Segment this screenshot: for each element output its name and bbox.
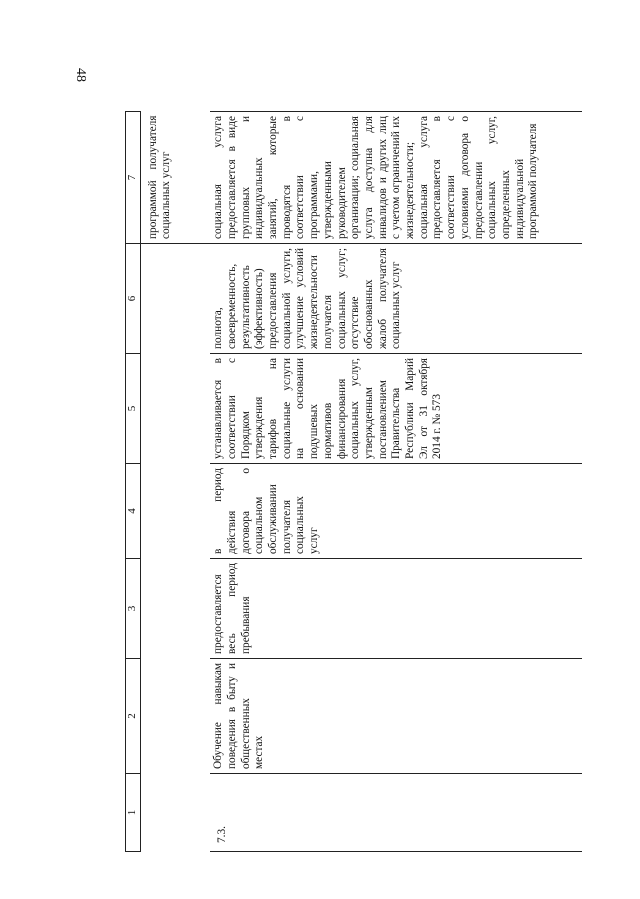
- service-quality-cell: полнота, своевременность, результативность (эффективность) предоставления социальной услуги, улучшение условий жизнедеятельности получателя социальных услуг; отсутствие обоснованных жалоб получателя социальных услуг: [210, 244, 582, 354]
- header-cell-4: 4: [126, 464, 141, 559]
- services-table: [125, 111, 582, 852]
- continuation-row: [140, 112, 210, 852]
- service-tariff-cell: устанавливается в соответствии с Порядком утверждения тарифов на социальные услуги на основании подушевых нормативов финансирования социальных услуг, утвержденным постановлением Правительства Республики Марий Эл от 31 октября 2014 г. № 573: [210, 354, 582, 464]
- table-row: [210, 112, 582, 852]
- rotated-page: [125, 112, 587, 852]
- header-cell-5: 5: [126, 354, 141, 464]
- service-name-cell: Обучение навыкам поведения в быту и общественных местах: [210, 659, 582, 774]
- header-cell-7: 7: [126, 112, 141, 244]
- header-cell-6: 6: [126, 244, 141, 354]
- service-volume-cell: предоставляется весь период пребывания: [210, 559, 582, 659]
- header-cell-3: 3: [126, 559, 141, 659]
- page-number: 48: [73, 68, 88, 82]
- header-cell-1: 1: [126, 774, 141, 852]
- service-conditions-cell: социальная услуга предоставляется в виде групповых и индивидуальных занятий, которые проводятся в соответствии с программами, утвержденными руководителем организации; социальная услуга доступна для инвалидов и других лиц с учетом ограничений их жизнедеятельности; социальная услуга предоставляется в соответствии с условиями договора о предоставлении социальных услуг, определенных индивидуальной программой получателя: [210, 112, 582, 244]
- continuation-col7: программой получателя социальных услуг: [140, 112, 210, 244]
- table-header-row: [126, 112, 141, 852]
- header-cell-2: 2: [126, 659, 141, 774]
- service-period-cell: в период действия договора о социальном обслуживании получателя социальных услуг: [210, 464, 582, 559]
- row-number: 7.3.: [210, 774, 582, 852]
